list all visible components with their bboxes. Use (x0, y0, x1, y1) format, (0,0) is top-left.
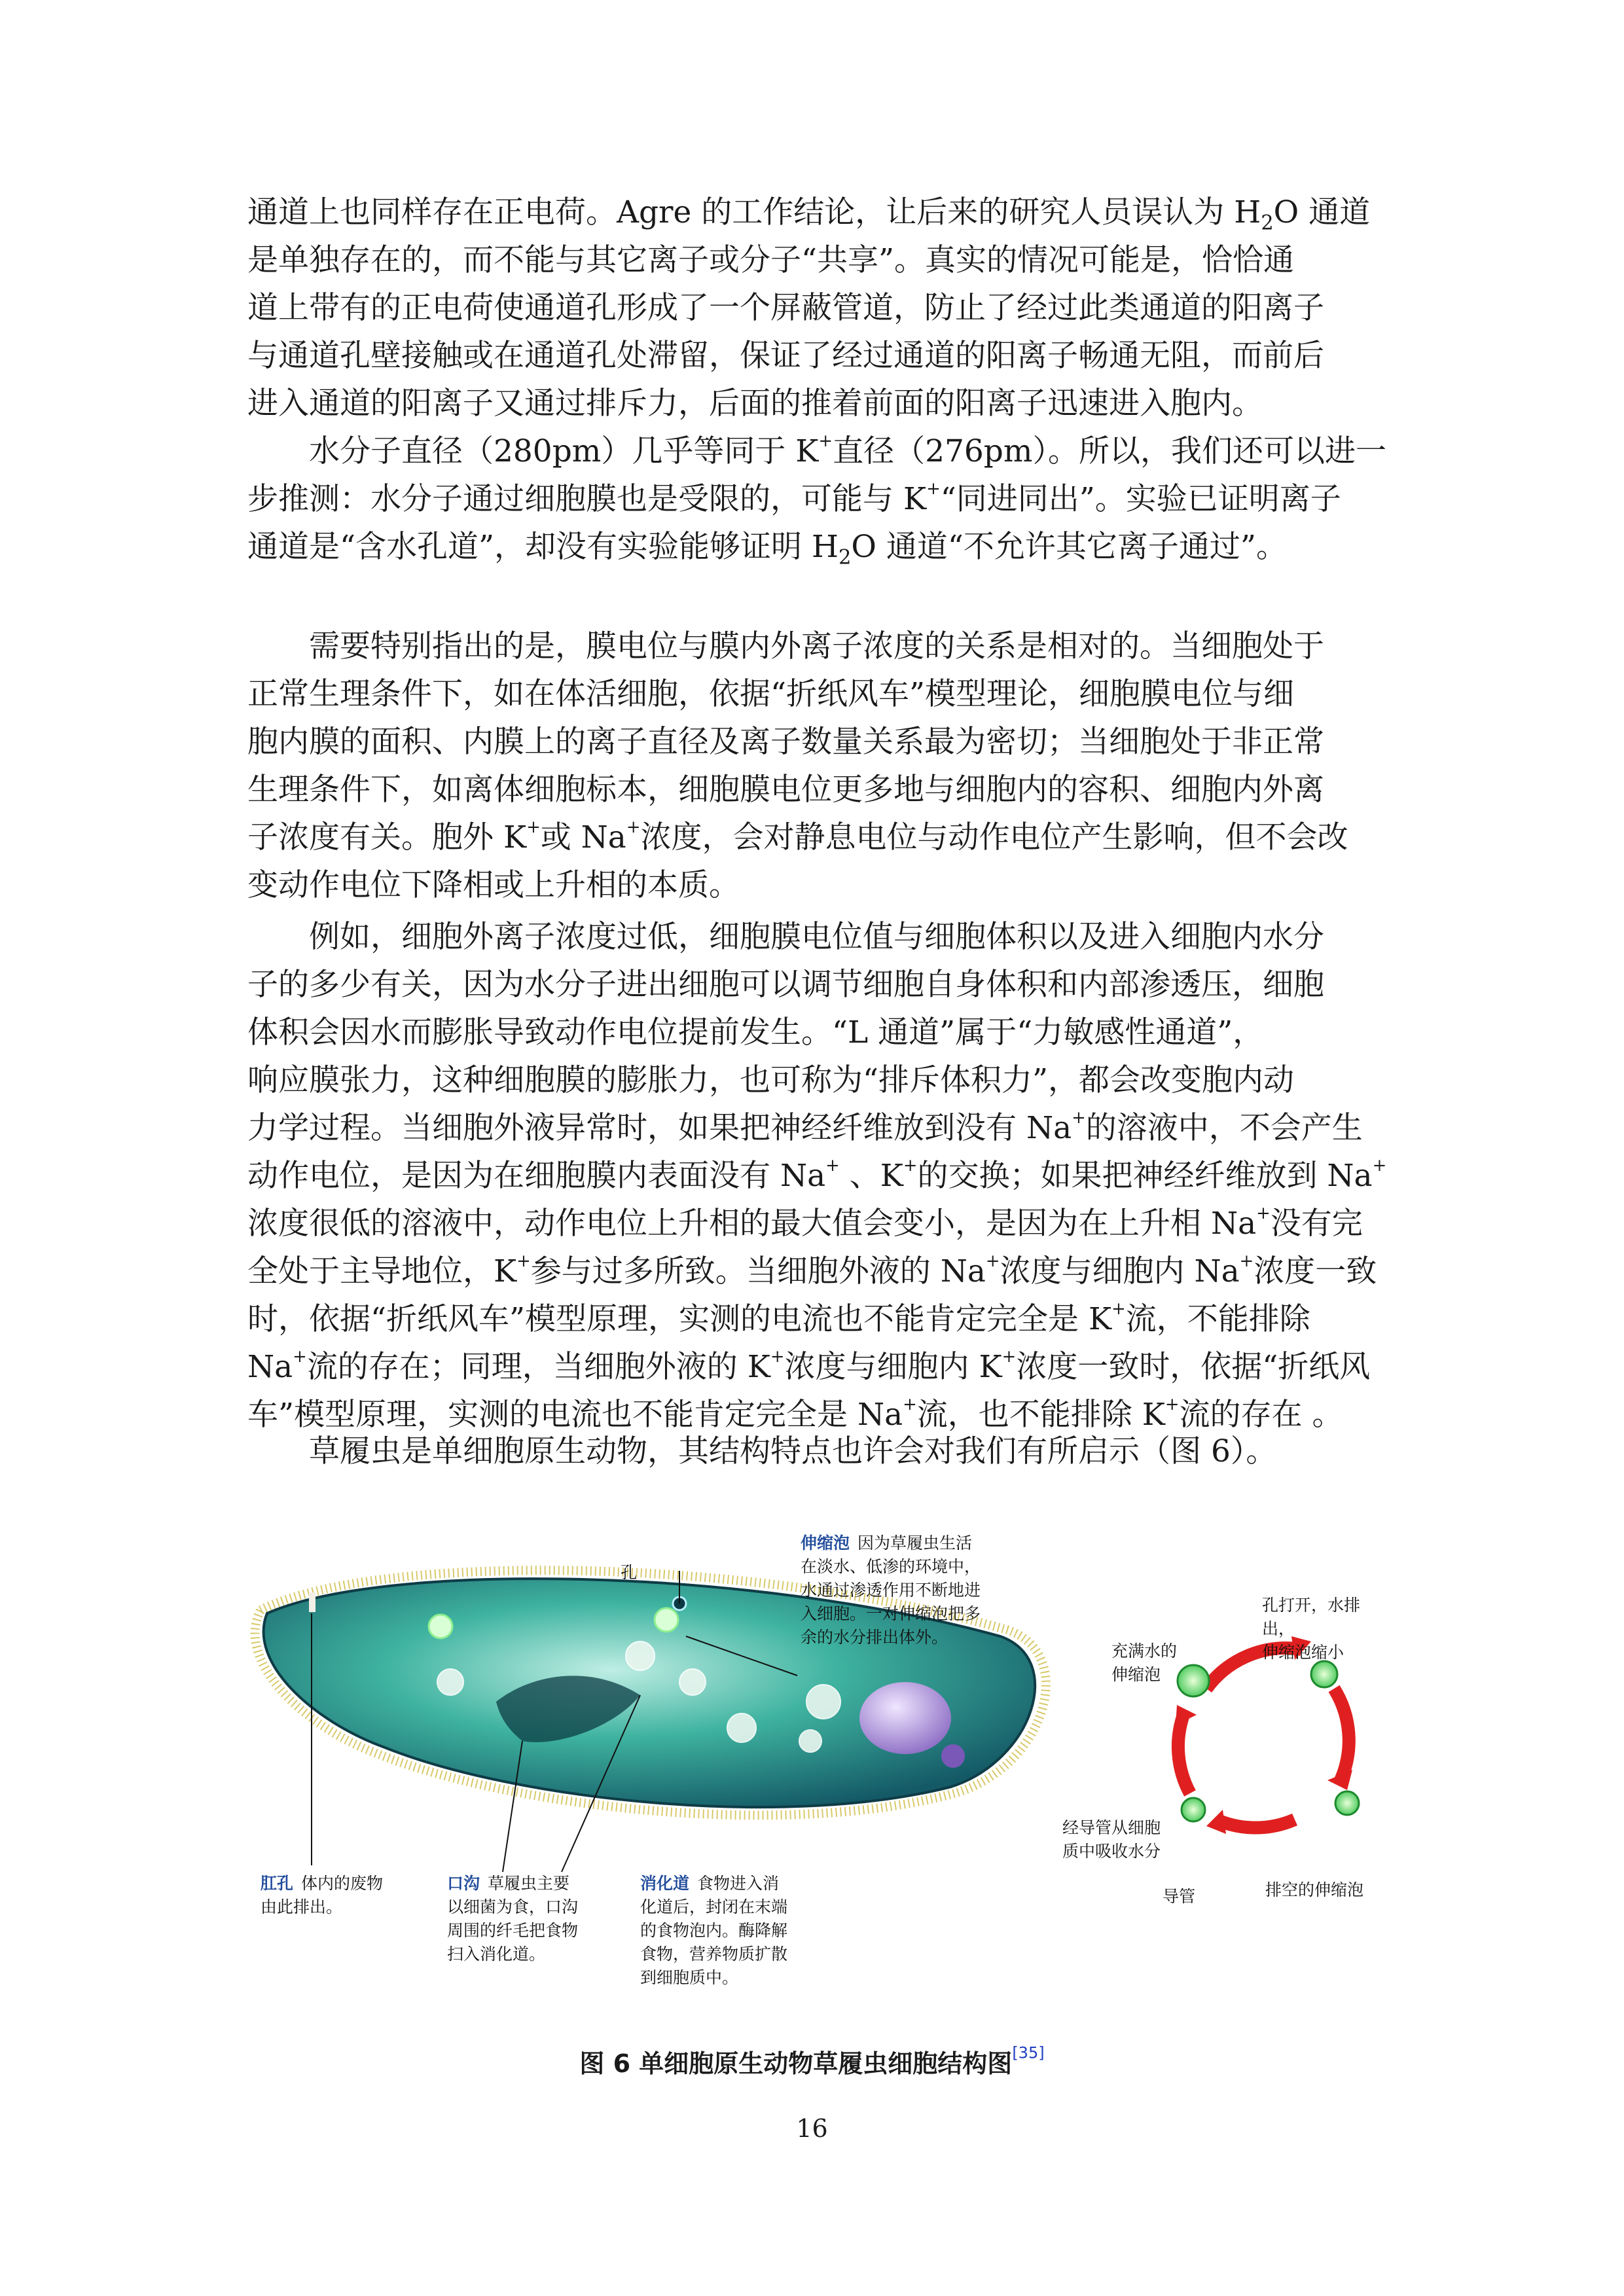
text-line: 胞内膜的面积、内膜上的离子直径及离子数量关系最为密切；当细胞处于非正常 (247, 724, 1324, 760)
superscript: + (1164, 1394, 1180, 1414)
text-line: 进入通道的阳离子又通过排斥力，后面的推着前面的阳离子迅速进入胞内。 (247, 386, 1263, 422)
pore-label: 孔 (621, 1563, 638, 1582)
text-line: 浓度很低的溶液中，动作电位上升相的最大值会变小，是因为在上升相 Na+没有完 (247, 1203, 1363, 1242)
superscript: + (293, 1346, 307, 1367)
superscript: + (1001, 1346, 1017, 1367)
text-line: Na+流的存在；同理，当细胞外液的 K+浓度与细胞内 K+浓度一致时，依据“折纸风 (247, 1346, 1371, 1385)
anal-pore-label: 肛孔 体内的废物 由此排出。 (261, 1874, 384, 1916)
text-line: 响应膜张力，这种细胞膜的膨胀力，也可称为“排斥体积力”，都会改变胞内动 (247, 1062, 1295, 1098)
nucleus (859, 1682, 951, 1754)
anal-pore-icon (309, 1592, 316, 1612)
text-line: 时，依据“折纸风车”模型原理，实测的电流也不能肯定完全是 K+流，不能排除 (247, 1299, 1310, 1337)
text-line: 水分子直径（280pm）几乎等同于 K+直径（276pm）。所以，我们还可以进一 (309, 431, 1386, 469)
contractile-vacuole-label: 伸缩泡 因为草履虫生活 在淡水、低渗的环境中， 水通过渗透作用不断地进 入细胞。一对伸缩泡把多 余的水分排出体外。 (801, 1534, 981, 1647)
micronucleus (941, 1744, 965, 1768)
pore-open-label: 孔打开，水排出， 伸缩泡缩小 (1262, 1596, 1361, 1662)
text-line: 动作电位，是因为在细胞膜内表面没有 Na+ 、K+的交换；如果把神经纤维放到 Na+ (247, 1155, 1387, 1194)
cycle-vacuoles (1178, 1661, 1359, 1821)
paragraph (247, 427, 1386, 571)
superscript: + (626, 817, 641, 837)
superscript: + (926, 478, 941, 499)
paragraph (247, 188, 1386, 427)
text-line: 生理条件下，如离体细胞标本，细胞膜电位更多地与细胞内的容积、细胞内外离 (247, 772, 1324, 808)
citation-ref: [35] (1012, 2043, 1045, 2062)
superscript: + (1111, 1299, 1126, 1319)
text-line: 体积会因水而膨胀导致动作电位提前发生。“L 通道”属于“力敏感性通道”， (247, 1014, 1264, 1050)
superscript: + (903, 1155, 918, 1175)
superscript: + (526, 817, 541, 837)
full-vacuole-label: 充满水的 伸缩泡 (1111, 1641, 1178, 1684)
text-line: 正常生理条件下，如在体活细胞，依据“折纸风车”模型理论，细胞膜电位与细 (247, 676, 1295, 712)
text-line: 通道是“含水孔道”，却没有实验能够证明 $H_2O$ 通道“不允许其它离子通过”。 (247, 529, 1287, 569)
page-number: 16 (796, 2114, 828, 2143)
text-line: 步推测：水分子通过细胞膜也是受限的，可能与 K+“同进同出”。实验已证明离子 (247, 478, 1341, 517)
text-line: 全处于主导地位，K+参与过多所致。当细胞外液的 Na+浓度与细胞内 Na+浓度一致 (247, 1251, 1377, 1289)
duct-label: 导管 (1163, 1887, 1196, 1906)
subscript: 2 (1261, 211, 1274, 235)
superscript: + (770, 1346, 785, 1367)
text-line: 草履虫是单细胞原生动物，其结构特点也许会对我们有所启示（图 6）。 (309, 1433, 1277, 1469)
digestive-tract-label: 消化道 食物进入消 化道后，封闭在末端 的食物泡内。酶降解 食物，营养物质扩散 到细胞质中。 (640, 1874, 788, 1987)
paragraph (247, 1427, 1386, 1475)
figure-caption: 图 6 单细胞原生动物草履虫细胞结构图[35] (579, 2043, 1045, 2078)
paragraph (247, 913, 1386, 1439)
absorb-water-label: 经导管从细胞 质中吸收水分 (1062, 1818, 1161, 1861)
text-line: 车”模型原理，实测的电流也不能肯定完全是 Na+流，也不能排除 K+流的存在 。 (247, 1394, 1343, 1433)
text-line: 道上带有的正电荷使通道孔形成了一个屏蔽管道，防止了经过此类通道的阳离子 (247, 290, 1324, 326)
superscript: + (1072, 1107, 1086, 1128)
empty-vacuole-label: 排空的伸缩泡 (1265, 1880, 1364, 1899)
text-line: 子的多少有关，因为水分子进出细胞可以调节细胞自身体积和内部渗透压，细胞 (247, 967, 1324, 1003)
superscript: + (1256, 1203, 1271, 1223)
superscript: + (903, 1394, 917, 1414)
text-line: 是单独存在的，而不能与其它离子或分子“共享”。真实的情况可能是，恰恰通 (247, 242, 1295, 278)
text-line: 通道上也同样存在正电荷。Agre 的工作结论，让后来的研究人员误认为 $H_2O$ 通道 (247, 194, 1371, 235)
text-line: 需要特别指出的是，膜电位与膜内外离子浓度的关系是相对的。当细胞处于 (309, 628, 1324, 664)
vacuole-cycle (1176, 1636, 1359, 1834)
paragraph (247, 622, 1386, 909)
text-line: 力学过程。当细胞外液异常时，如果把神经纤维放到没有 Na+的溶液中，不会产生 (247, 1107, 1363, 1146)
oral-groove-label: 口沟 草履虫主要 以细菌为食，口沟 周围的纤毛把食物 扫入消化道。 (447, 1874, 579, 1964)
superscript: + (825, 1155, 840, 1175)
text-line: 与通道孔壁接触或在通道孔处滞留，保证了经过通道的阳离子畅通无阻，而前后 (247, 338, 1324, 374)
text-line: 子浓度有关。胞外 K+或 Na+浓度，会对静息电位与动作电位产生影响，但不会改 (247, 817, 1348, 855)
superscript: + (985, 1251, 1000, 1271)
superscript: + (1372, 1155, 1387, 1175)
text-line: 变动作电位下降相或上升相的本质。 (247, 867, 740, 903)
superscript: + (516, 1251, 531, 1271)
subscript: 2 (838, 546, 852, 569)
text-line: 例如，细胞外离子浓度过低，细胞膜电位值与细胞体积以及进入细胞内水分 (309, 919, 1324, 955)
paramecium-figure (247, 1532, 1386, 2042)
superscript: + (1239, 1251, 1254, 1271)
superscript: + (818, 431, 833, 451)
